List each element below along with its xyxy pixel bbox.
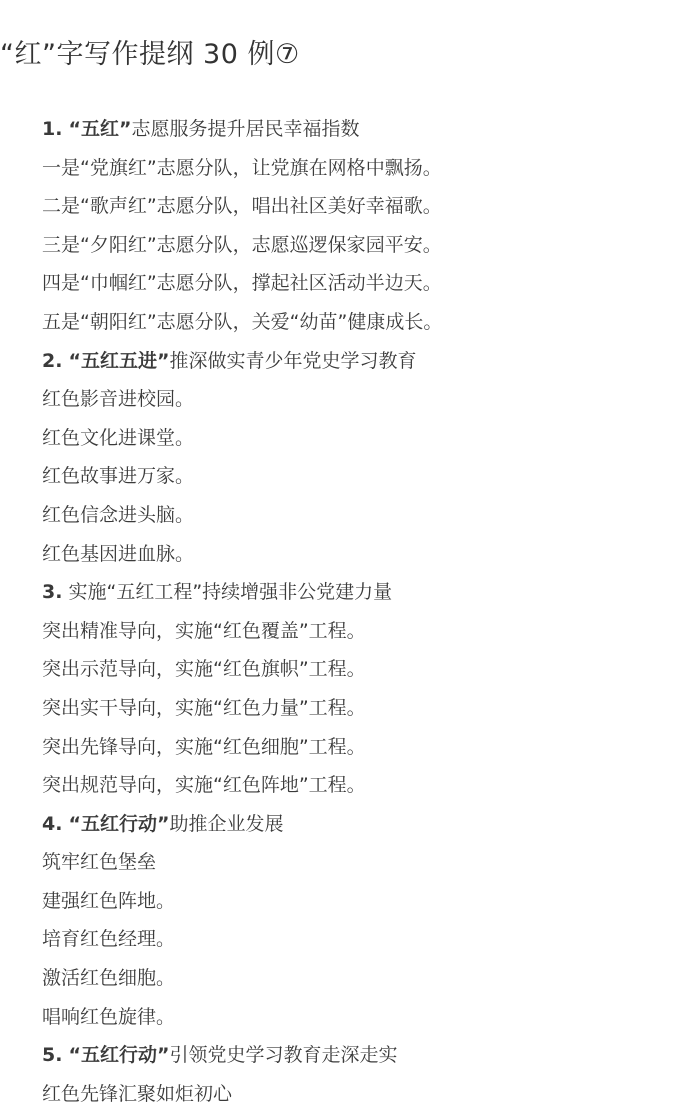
list-item: 五是“朝阳红”志愿分队，关爱“幼苗”健康成长。 xyxy=(42,310,443,333)
section-heading-text: 志愿服务提升居民幸福指数 xyxy=(131,118,360,140)
section-heading-text: 助推企业发展 xyxy=(169,812,284,835)
list-item: 培育红色经理。 xyxy=(42,928,176,951)
list-item: 二是“歌声红”志愿分队，唱出社区美好幸福歌。 xyxy=(42,195,442,218)
section-heading xyxy=(42,114,682,153)
list-item: 激活红色细胞。 xyxy=(42,967,176,990)
list-item: 红色基因进血脉。 xyxy=(42,542,195,565)
list-item: 三是“夕阳红”志愿分队，志愿巡逻保家园平安。 xyxy=(42,233,442,256)
list-item: 唱响红色旋律。 xyxy=(42,1005,176,1028)
section-heading-text: 实施“五红工程”持续增强非公党建力量 xyxy=(68,581,393,604)
section-heading-text: 引领党史学习教育走深走实 xyxy=(169,1044,398,1067)
section-heading-text: 推深做实青少年党史学习教育 xyxy=(169,349,417,372)
section-heading xyxy=(42,809,682,848)
section-quoted-term: “五红行动” xyxy=(68,1044,170,1067)
section-quoted-term: “五红” xyxy=(68,118,132,140)
section-number: 3. xyxy=(42,581,63,604)
list-item: 突出精准导向，实施“红色覆盖”工程。 xyxy=(42,619,366,642)
list-item: 红色先锋汇聚如炬初心 xyxy=(42,1082,233,1105)
outline-content xyxy=(42,114,682,1117)
section-number: 2. xyxy=(42,349,63,372)
list-item: 突出示范导向，实施“红色旗帜”工程。 xyxy=(42,658,366,681)
list-item: 红色文化进课堂。 xyxy=(42,426,195,449)
page-title: “红”字写作提纲 30 例⑦ xyxy=(0,39,300,70)
section-number: 4. xyxy=(42,812,63,835)
list-item: 红色故事进万家。 xyxy=(42,465,195,488)
section-number: 5. xyxy=(42,1044,63,1067)
list-item: 红色信念进头脑。 xyxy=(42,503,195,526)
section-heading xyxy=(42,577,682,616)
section-heading xyxy=(42,346,682,385)
list-item: 红色影音进校园。 xyxy=(42,388,195,411)
list-item: 建强红色阵地。 xyxy=(42,889,176,912)
list-item: 筑牢红色堡垒 xyxy=(42,851,157,874)
list-item: 一是“党旗红”志愿分队，让党旗在网格中飘扬。 xyxy=(42,156,442,179)
list-item: 突出实干导向，实施“红色力量”工程。 xyxy=(42,696,366,719)
section-quoted-term: “五红行动” xyxy=(68,812,170,835)
section-number: 1. xyxy=(42,118,63,140)
section-heading xyxy=(42,1040,682,1079)
list-item: 四是“巾帼红”志愿分队，撑起社区活动半边天。 xyxy=(42,272,442,295)
list-item: 突出先锋导向，实施“红色细胞”工程。 xyxy=(42,735,366,758)
section-quoted-term: “五红五进” xyxy=(68,349,170,372)
list-item: 突出规范导向，实施“红色阵地”工程。 xyxy=(42,774,366,797)
